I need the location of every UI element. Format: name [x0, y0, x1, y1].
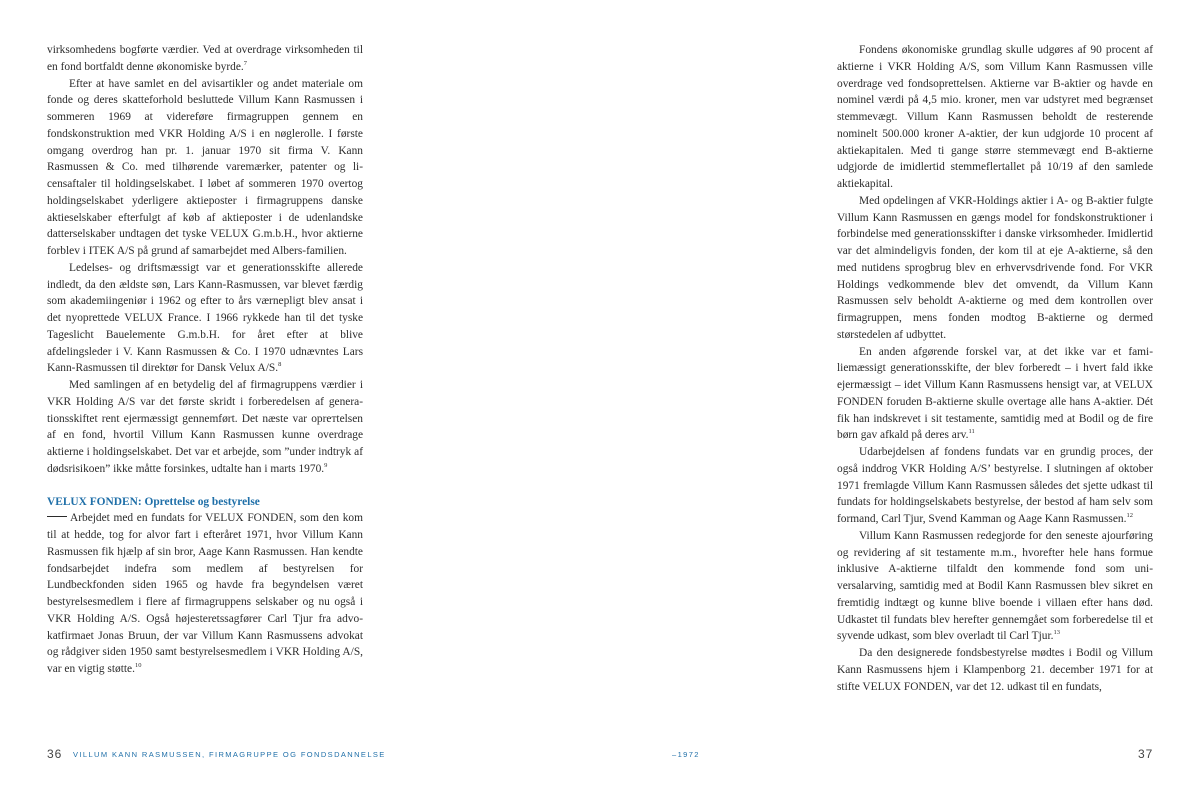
paragraph-text: Villum Kann Rasmussen redegjorde for den seneste ajourføring og revidering af sit testamente m.m., hvorefter hele hans formue inklusive A-aktierne tilfaldt den kommende fond som universalarving, samtidig med at Bodil Kann Rasmussen blev sikret en fremtidig indtægt og kunne blive boende i villaen efter hans død. Udkastet til fundats blev herefter gennemgået som forberedelse til et syvende udkast, som blev overladt til Carl Tjur. — [837, 529, 1153, 643]
paragraph — [837, 444, 1153, 528]
paragraph — [47, 76, 363, 260]
paragraph-text: Arbejdet med en fundats for VELUX FONDEN, som den kom til at hedde, tog for alvor fart i efteråret 1971, hvor Villum Kann Rasmussen fik hjælp af sin bror, Aage Kann Rasmussen. Han kendte fondsarbejdet indefra som medlem af bestyrelsen for Lundbeckfonden siden 1965 og havde fra begyndelsen været bestyrelsesmedlem i flere af firmagruppens selskaber og nu også i VKR Holding A/S. Også højesteretssagfører Carl Tjur fra advokatfirmaet Jonas Bruun, der var Villum Kann Rasmussens advokat og rådgiver siden 1950 samt bestyrelsesmedlem i VKR Holding A/S, var en vigtig støtte. — [47, 512, 363, 675]
footnote-marker[interactable]: 8 — [278, 361, 282, 369]
paragraph-text: Fondens økonomiske grundlag skulle udgøres af 90 procent af aktierne i VKR Holding A/S, som Villum Kann Rasmussen ville overdrage ved fondsoprettelsen. Aktierne var B-aktier og havde en nominel værdi på 4,5 mio. kroner, men var udstyret med begrænset stemmevægt. Villum Kann Rasmussen beholdt de resterende nominelt 500.000 kroner A-aktier, der kun udgjorde 10 procent af aktiekapitalen. Med ti gange større stemmevægt end B-aktierne udgjorde de imidlertid stemmeflertallet på 10/19 af den samlede aktiekapital. — [837, 44, 1153, 190]
paragraph — [837, 344, 1153, 445]
em-rule — [47, 516, 67, 517]
footnote-marker[interactable]: 12 — [1126, 512, 1133, 519]
footnote-marker[interactable]: 7 — [243, 59, 248, 67]
left-page-number: 36 — [47, 747, 63, 761]
footnote-marker[interactable]: 10 — [134, 662, 142, 669]
section-heading: VELUX FONDEN: Oprettelse og bestyrelse — [47, 495, 260, 508]
paragraph — [837, 42, 1153, 193]
footnote-marker[interactable]: 11 — [968, 428, 975, 436]
footnote-marker[interactable]: 13 — [1053, 629, 1060, 637]
paragraph-text: virksomhedens bogførte værdier. Ved at overdrage virksomheden til en fond bortfaldt denne økonomiske byrde. — [47, 44, 363, 73]
paragraph-text: Med samlingen af en betydelig del af firmagruppens værdier i VKR Holding A/S var det første skridt i forberedelsen af generationsskiftet rent ejermæssigt gennemført. Det næste var oprетtelsen af en fond, hvortil Villum Kann Rasmussen kunne overdrage aktierne i holdingselskabet. Det var et arbejde, som ”under indtryk af dødsrisikoen” ikke måtte forsinkes, udtalte han i marts 1970. — [47, 379, 363, 475]
paragraph — [47, 260, 363, 377]
right-page-column — [837, 42, 1153, 695]
paragraph — [837, 645, 1153, 695]
paragraph — [837, 528, 1153, 645]
paragraph-text: Da den designerede fondsbestyrelse mødtes i Bodil og Villum Kann Rasmussens hjem i Klampenborg 21. december 1971 for at stifte VELUX FONDEN, var det 12. udkast til en fundats, — [837, 647, 1153, 693]
paragraph-text: Efter at have samlet en del avisartikler og andet materiale om fonde og deres skatteforhold besluttede Villum Kann Rasmussen i sommeren 1969 at videreføre firmagruppen gennem en fondskonstruktion med VKR Holding A/S i en nøglerolle. I første omgang overdrog han pr. 1. januar 1970 sit firma V. Kann Rasmussen & Co. med tilhørende varemærker, patenter og licensaftaler til holdingselskabet. I løbet af sommeren 1970 overtog holdingselskabet yderligere aktieposter i firmagruppens danske aktieselskaber efterfulgt af køb af aktieposter i de udenlandske datterselskaber undtagen det tyske VELUX G.m.b.H., hvor aktierne forblev i ITEK A/S på grund af samarbejdet med Albers-familien. — [47, 77, 363, 257]
chapter-period-mark: –1972 — [672, 750, 700, 759]
paragraph-text: Med opdelingen af VKR-Holdings aktier i A- og B-aktier fulgte Villum Kann Rasmussen en gængs model for fondskonstruktioner i forbindelse med generationsskifter i danske virksomheder. Imidlertid var det almindeligvis fonden, der kom til at eje A-aktierne, så den med nutidens sprogbrug blev en erhvervsdrivende fond. For VKR Holdings vedkommende blev det omvendt, da Villum Kann Rasmussen selv beholdt A-aktierne og med dem kontrollen over firmagruppen, mens fonden modtog B-aktierne og dermed størstedelen af udbyttet. — [837, 194, 1153, 341]
paragraph — [47, 377, 363, 478]
footnote-marker[interactable]: 9 — [324, 461, 328, 469]
paragraph-text: En anden afgørende forskel var, at det ikke var et familiemæssigt generationsskifte, der blev forberedt – i hvert fald ikke ejermæssigt – idet Villum Kann Rasmussens hensigt var, at VELUX FONDEN foruden B-aktierne skulle overtage alle hans A-aktier. Dét fik han indskrevet i sit testamente, samtidig med at Bodil og de fire børn gav afkald på deres arv. — [837, 345, 1153, 442]
paragraph — [47, 510, 363, 678]
paragraph-text: Ledelses- og driftsmæssigt var et generationsskifte allerede indledt, da den ældste søn, Lars Kann-Rasmussen, var blevet færdig som akademiingeniør i 1962 og efter to års værnepligt blev ansat i det nyoprettede VELUX France. I 1966 rykkede han til det tyske Tageslicht Bauelemente G.m.b.H. for året efter at blive afdelingsleder i V. Kann Rasmussen & Co. I 1970 udnævntes Lars Kann-Rasmussen til direktør for Dansk Velux A/S. — [47, 261, 363, 375]
paragraph-text: Udarbejdelsen af fondens fundats var en grundig proces, der også inddrog VKR Holding A/S’ bestyrelse. I slutningen af oktober 1971 fremlagde Villum Kann Rasmussen således det sjette udkast til fundats for holdingselskabets bestyrelse, der bestod af ham selv som formand, Carl Tjur, Svend Kamman og Aage Kann Rasmussen. — [837, 446, 1153, 525]
paragraph — [837, 193, 1153, 344]
running-title: VILLUM KANN RASMUSSEN, FIRMAGRUPPE OG FONDSDANNELSE — [73, 750, 386, 759]
paragraph — [47, 42, 363, 76]
left-page-column — [47, 42, 363, 678]
right-page-number: 37 — [1138, 747, 1154, 761]
